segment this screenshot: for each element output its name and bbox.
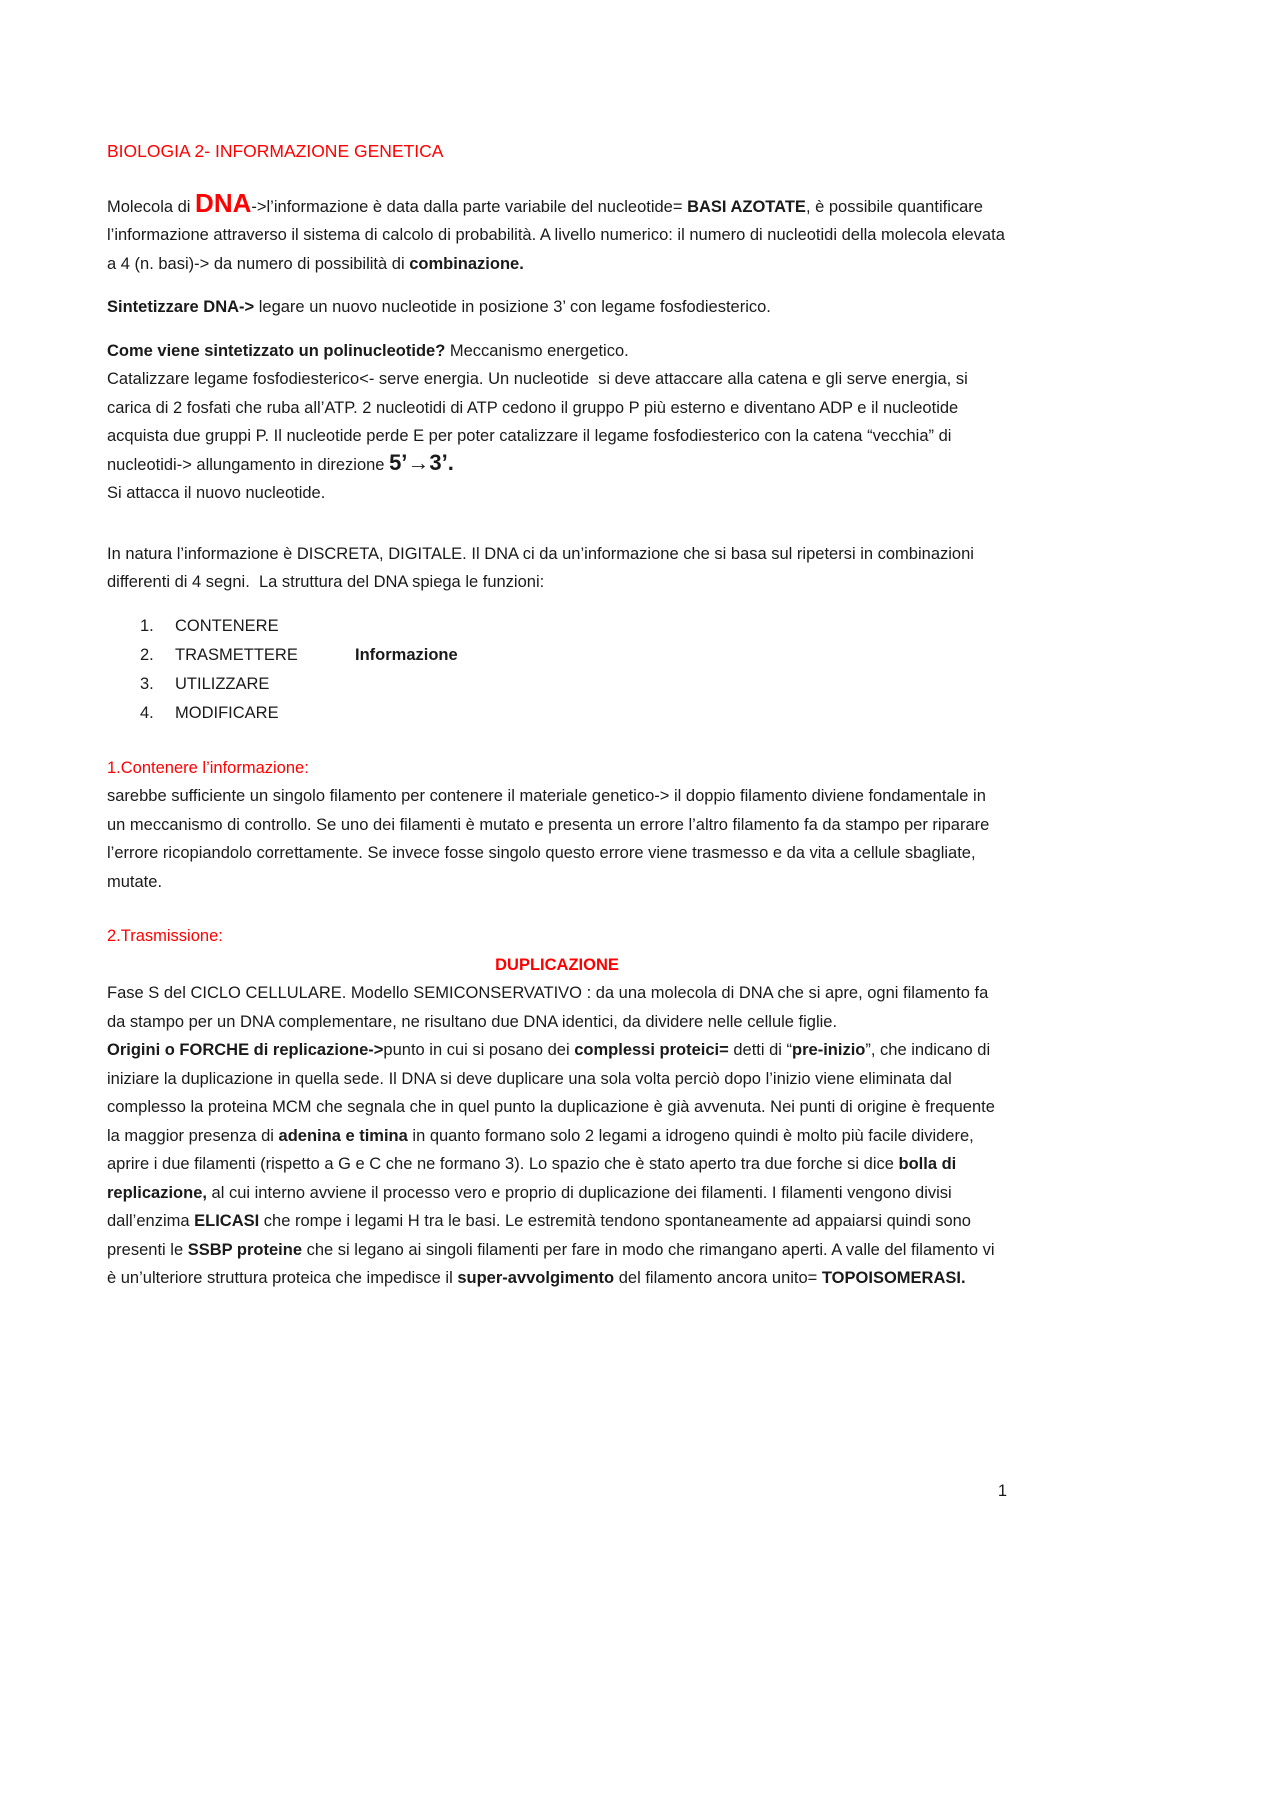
document-title: BIOLOGIA 2- INFORMAZIONE GENETICA: [107, 141, 444, 161]
section-heading-trasmissione: 2.Trasmissione:: [107, 927, 223, 945]
text-run: Molecola di: [107, 197, 196, 216]
text-run: del filamento ancora unito=: [614, 1269, 822, 1287]
list-item-utilizzare: [107, 670, 1007, 699]
dna-functions-list: [107, 612, 1007, 728]
text-run: adenina e timina: [278, 1126, 408, 1145]
text-run: 5’→3’.: [389, 449, 454, 475]
list-item-number: 4.: [140, 703, 154, 722]
informazione-side-label: Informazione: [355, 645, 458, 664]
list-item-modificare: [107, 699, 1007, 728]
text-run: che rompe i legami H tra le basi. Le estremità tendono spontaneamente ad appaiarsi quindi sono presenti le: [107, 1212, 976, 1259]
text-run: Catalizzare legame fosfodiesterico<- serve energia. Un nucleotide si deve attaccare alla catena e gli serve energia, si carica di 2 fosfati che ruba all’ATP. 2 nucleotidi di ATP cedono il gruppo P più esterno e diventano ADP e il nucleotide acquista due gruppi P. Il nucleotide perde E per poter catalizzare il legame fosfodiesterico con la catena “vecchia” di nucleotidi-> allungamento in direzione: [107, 370, 973, 474]
text-run: Si attacca il nuovo nucleotide.: [107, 484, 326, 502]
list-item-number: 3.: [140, 674, 154, 693]
text-run: pre-inizio: [792, 1041, 866, 1059]
list-item-contenere: [107, 612, 1007, 641]
text-run: complessi proteici=: [574, 1041, 729, 1059]
text-run: combinazione.: [409, 254, 524, 273]
list-item-label: MODIFICARE: [175, 703, 279, 722]
text-run: ”, che indicano di iniziare la duplicazione in quella sede. Il DNA si deve duplicare una sola volta perciò dopo l’inizio viene eliminata dal complesso la proteina MCM che segnala che in quel punto la duplicazione è già avvenuta. Nei punti di origine è frequente la maggior presenza di: [107, 1041, 1000, 1145]
list-item-label: UTILIZZARE: [175, 674, 270, 693]
list-item-label: CONTENERE: [175, 616, 279, 635]
text-run: Sintetizzare DNA->: [107, 298, 255, 316]
paragraph-sintetizzare-dna: [107, 293, 1007, 322]
text-run: detti di “: [728, 1041, 793, 1059]
paragraph-informazione-discreta: [107, 540, 1007, 597]
paragraph-dna-definition: [107, 187, 1010, 279]
text-run: Meccanismo energetico.: [445, 341, 629, 360]
text-run: che si legano ai singoli filamenti per fare in modo che rimangano aperti. A valle del filamento vi è un’ulteriore struttura proteica che impedisce il: [107, 1240, 1000, 1287]
list-item-label: TRASMETTERE: [175, 645, 298, 664]
text-run: , è possibile quantificare l’informazione attraverso il sistema di calcolo di probabilità. A livello numerico: il numero di nucleotidi della molecola elevata a 4 (n. basi)-> da numero di possibilità di: [107, 197, 1010, 273]
subheading-duplicazione: DUPLICAZIONE: [495, 955, 619, 974]
text-run: ->l’informazione è data dalla parte variabile del nucleotide=: [251, 197, 688, 216]
text-run: super-avvolgimento: [457, 1269, 615, 1287]
text-run: In natura l’informazione è DISCRETA, DIGITALE. Il DNA ci da un’informazione che si basa sul ripetersi in combinazioni differenti di 4 segni. La struttura del DNA spiega le funzioni:: [107, 544, 979, 591]
paragraph-polinucleotide: [107, 337, 1007, 508]
text-run: Fase S del CICLO CELLULARE. Modello SEMICONSERVATIVO : da una molecola di DNA che si apre, ogni filamento fa da stampo per un DNA complementare, ne risultano due DNA identici, da dividere nelle cellule figlie.: [107, 984, 993, 1031]
list-item-trasmettere: [107, 641, 1007, 670]
text-run: sarebbe sufficiente un singolo filamento per contenere il materiale genetico-> il doppio filamento diviene fondamentale in un meccanismo di controllo. Se uno dei filamenti è mutato e presenta un errore l’altro filamento fa da stampo per riparare l’errore ricopiandolo correttamente. Se invece fosse singolo questo errore viene trasmesso e da vita a cellule sbagliate, mutate.: [107, 787, 994, 891]
text-run: BASI AZOTATE: [687, 197, 806, 216]
text-run: ELICASI: [194, 1212, 260, 1230]
list-item-number: 2.: [140, 645, 154, 664]
page-number: 1: [997, 1482, 1007, 1500]
text-run: in quanto formano solo 2 legami a idrogeno quindi è molto più facile dividere, aprire i due filamenti (rispetto a G e C che ne formano 3). Lo spazio che è stato aperto tra due forche si dice: [107, 1126, 979, 1173]
text-run: legare un nuovo nucleotide in posizione 3’ con legame fosfodiesterico.: [254, 298, 771, 316]
text-run: punto in cui si posano dei: [383, 1041, 575, 1059]
paragraph-duplicazione: [107, 979, 1007, 1293]
list-item-number: 1.: [140, 616, 154, 635]
text-run: al cui interno avviene il processo vero e proprio di duplicazione dei filamenti. I filamenti vengono divisi dall’enzima: [107, 1183, 957, 1230]
section-heading-contenere: 1.Contenere l’informazione:: [107, 758, 309, 777]
text-run: Come viene sintetizzato un polinucleotide?: [107, 341, 446, 360]
text-run: SSBP proteine: [187, 1240, 303, 1259]
text-run: DNA: [195, 187, 252, 218]
text-run: bolla di replicazione,: [107, 1155, 961, 1202]
text-run: TOPOISOMERASI.: [821, 1269, 966, 1287]
paragraph-contenere: [107, 782, 1007, 896]
text-run: Origini o FORCHE di replicazione->: [107, 1041, 384, 1059]
